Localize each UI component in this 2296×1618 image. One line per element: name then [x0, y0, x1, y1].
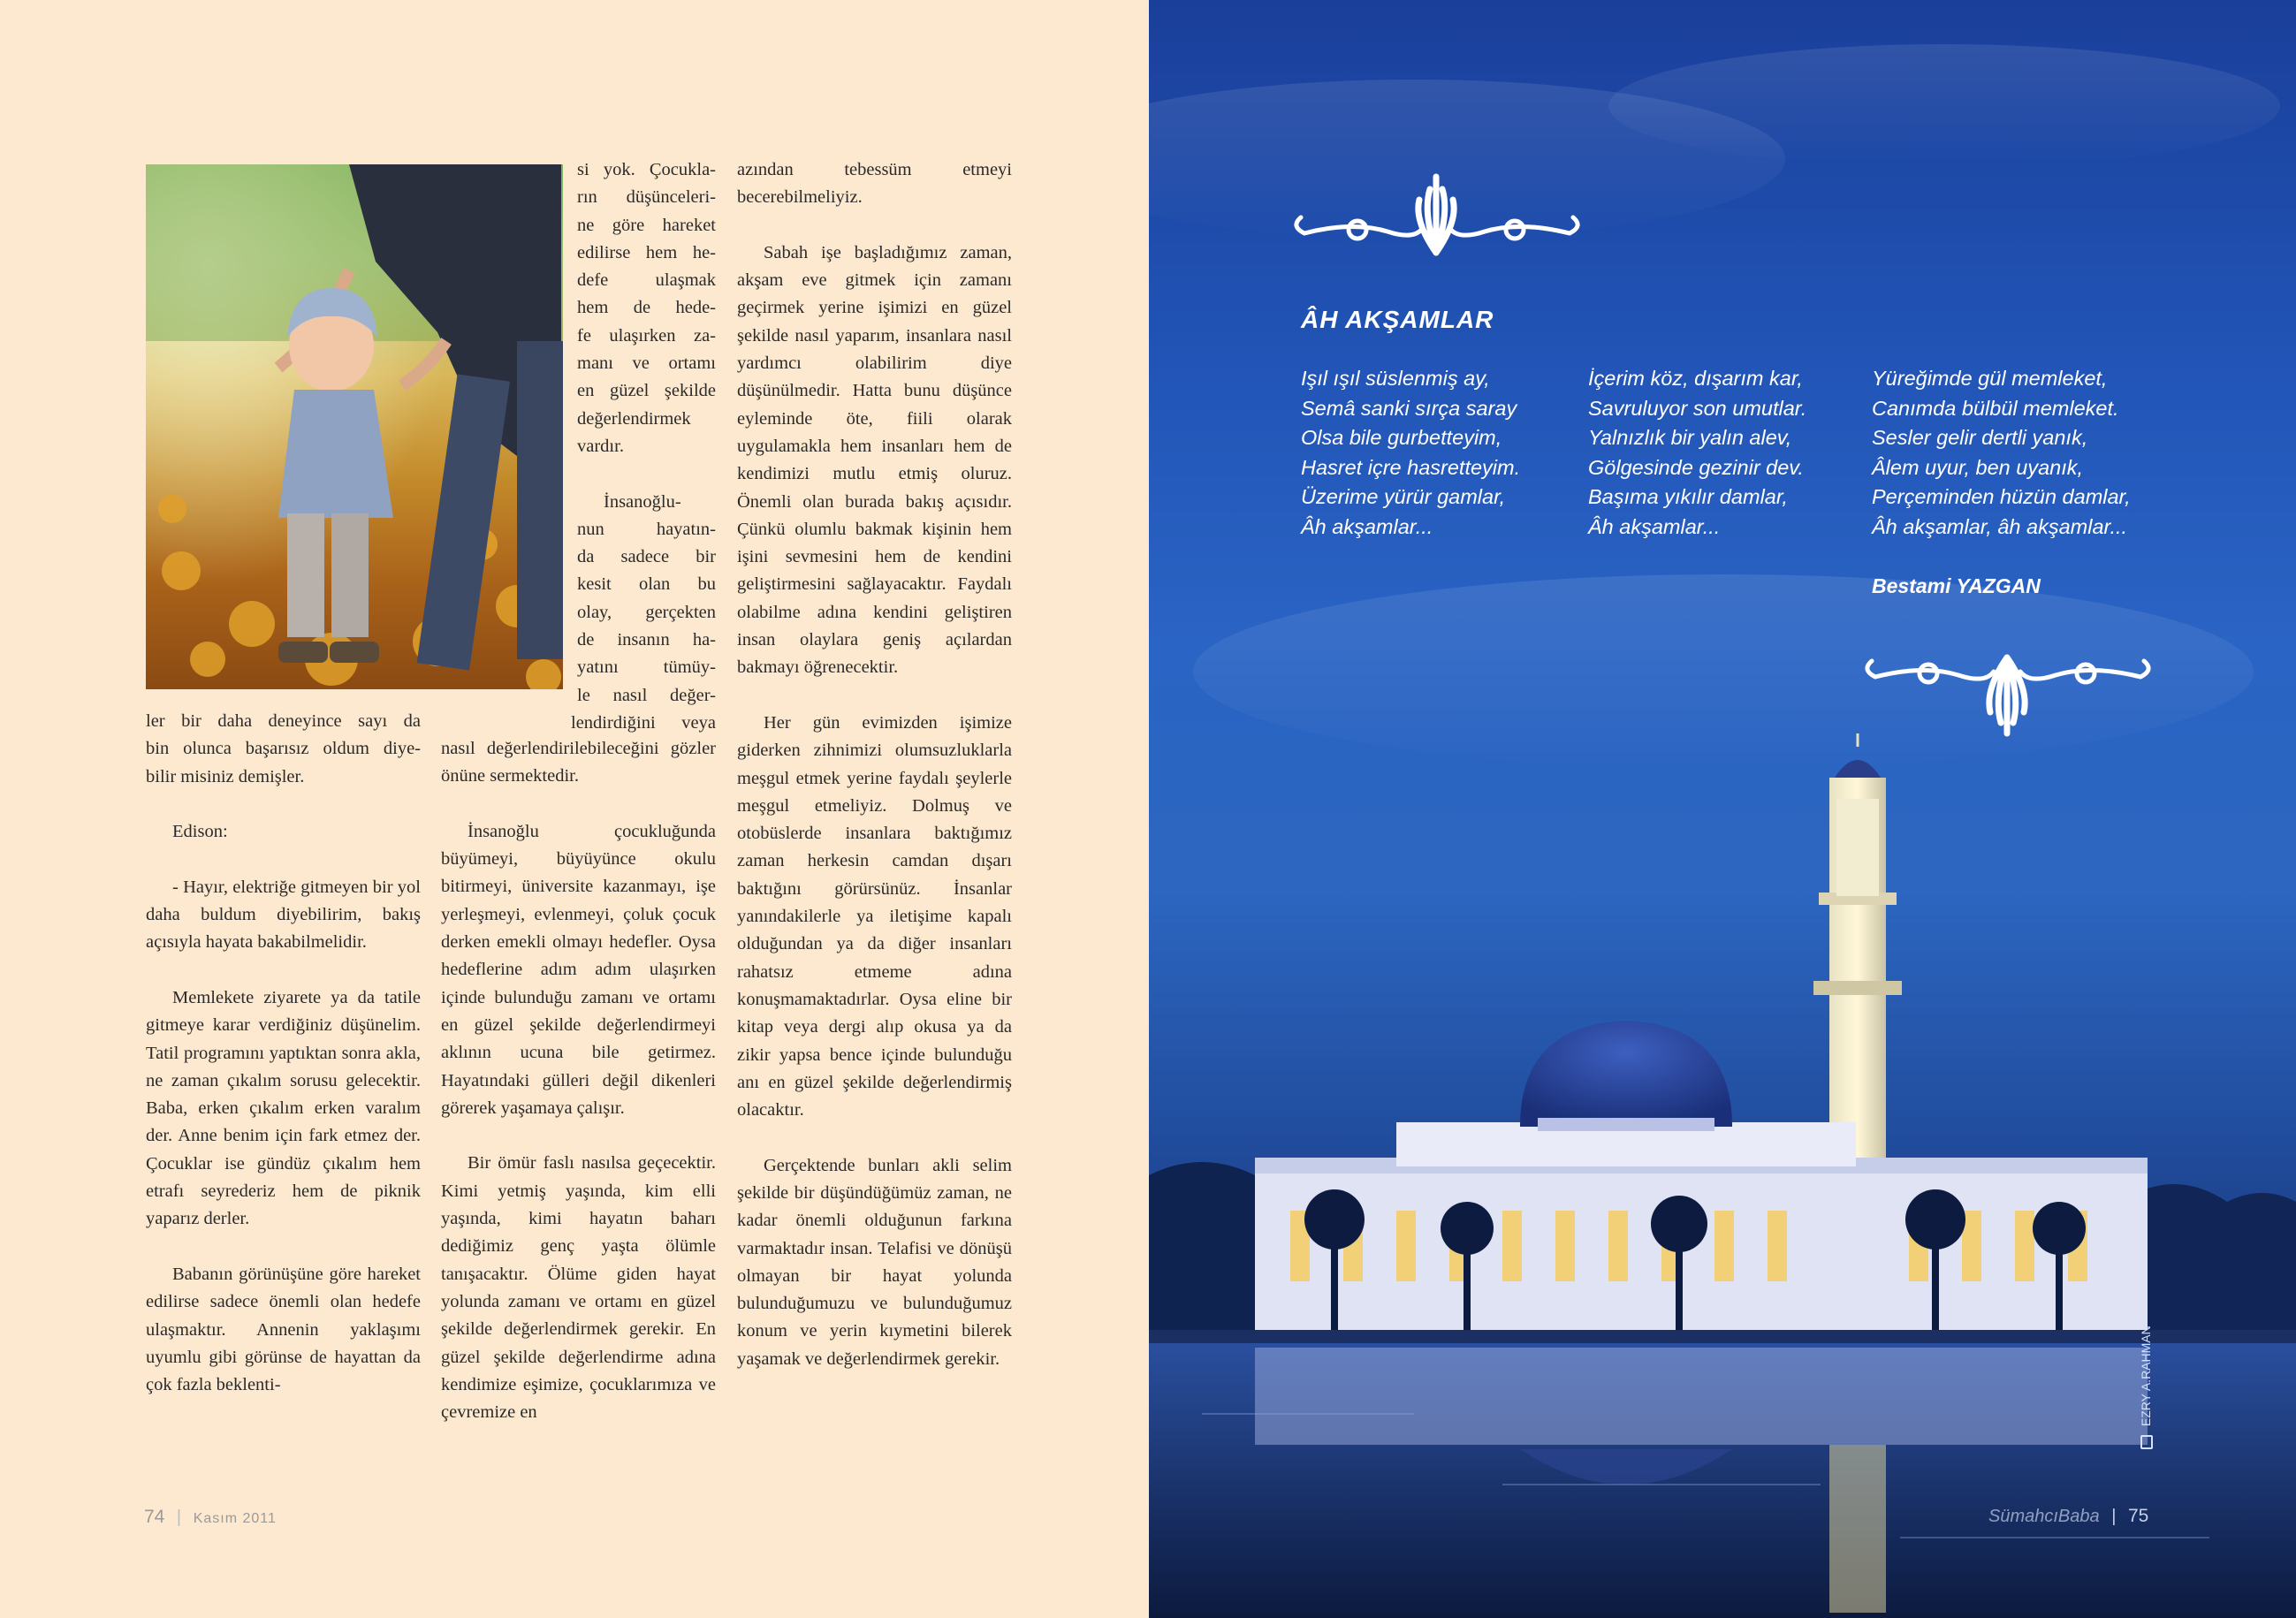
paragraph: azından tebessüm etmeyi becerebilmeliyiz.: [737, 160, 1012, 208]
text-line: kesit olan bu: [577, 574, 716, 595]
page-number: 74: [144, 1507, 165, 1527]
issue-date: Kasım 2011: [193, 1511, 277, 1526]
page-footer-right: [1988, 1506, 2148, 1527]
text-line: hem de hede-: [577, 298, 716, 318]
paragraph: - Hayır, elektriğe gitmeyen bir yol daha buldum diyebilirim, bakış açısıyla hayata bakabilmelidir.: [146, 877, 421, 953]
footer-divider: |: [176, 1508, 182, 1527]
text-line: ler bir daha deneyince sayı da: [146, 711, 421, 731]
text-line: le nasıl değer-: [577, 685, 716, 705]
footer-divider: |: [2111, 1507, 2117, 1526]
poem-line: Âh akşamlar, âh akşamlar...: [1872, 514, 2128, 538]
text-line: vardır.: [577, 436, 624, 456]
paragraph: Gerçektende bunları akli selim şekilde bir düşündüğümüz zaman, ne kadar önemli olduğunun farkına varmaktadır insan. Telafisi ve dönüşü olmayan bir hayat yolunda bulunduğumuzu ve bulunduğumuz konum ve yerin kıymetini bilerek yaşamak ve değerlendirmek gerekir.: [737, 1155, 1012, 1369]
text-line: manı ve ortamı: [577, 353, 716, 374]
mosque-photo-illustration: [1149, 0, 2296, 1618]
text-line: si yok. Çocukla-: [577, 160, 716, 179]
magazine-name: SümahcıBaba: [1988, 1507, 2100, 1526]
poem-line: Gölgesinde gezinir dev.: [1588, 455, 1804, 479]
text-line: da sadece bir: [577, 547, 716, 567]
camera-icon: [2140, 1435, 2153, 1449]
photo-credit: [2139, 1326, 2153, 1449]
father-child-photo: [146, 164, 563, 689]
text-line: nun hayatın-: [577, 519, 716, 539]
paragraph: Bir ömür faslı nasılsa geçecektir. Kimi yetmiş yaşında, kim elli yaşında, kimi hayatın baharı dediğimiz genç yaşta ölümle tanışacaktır. Ölüme giden hayat yolunda zamanı ve ortamı en güzel şekilde değerlendirmek gerekir. En güzel şekilde değerlendirme adına kendimize eşimize, çocuklarımıza ve çevremize en: [441, 1153, 716, 1423]
text-line: değerlendirmek: [577, 408, 691, 429]
column-2-wrap: [577, 156, 716, 710]
poem-stanza-3: [1872, 364, 2131, 542]
photo-credit-text: EZRY A.RAHMAN: [2139, 1326, 2153, 1427]
right-page: [1149, 0, 2296, 1618]
text-line: yatını tümüy-: [577, 657, 716, 678]
poem-title: ÂH AKŞAMLAR: [1301, 306, 1494, 333]
text-line: en güzel şekilde: [577, 381, 716, 401]
text-line: fe ulaşırken za-: [577, 325, 716, 346]
text-line: rın düşünceleri-: [577, 187, 716, 208]
poem-line: Perçeminden hüzün damlar,: [1872, 485, 2131, 508]
poem-author: Bestami YAZGAN: [1872, 574, 2041, 597]
text-line: İnsanoğlu-: [604, 491, 681, 512]
text-line: de insanın ha-: [577, 630, 716, 650]
poem-line: Olsa bile gurbetteyim,: [1301, 426, 1502, 449]
paragraph: Sabah işe başladığımız zaman, akşam eve gitmek için zamanı geçirmek yerine işimizi en güzel şekilde nasıl yaparım, insanlara nasıl yardımcı olabilirim diye düşünülmedir. Hatta bunu düşünce eyleminde öte, fiili olarak uygulamakla hem insanları hem de kendimizi mutlu etmiş oluruz. Önemli olan burada bakış açısıdır. Çünkü olumlu bakmak kişinin hem işini sevmesini hem de kendini geliştirmesini sağlayacaktır. Faydalı olabilme adına kendini geliştiren insan olaylara geniş açılardan bakmayı öğrenecektir.: [737, 242, 1012, 678]
text-line: lendirdiğini veya: [571, 713, 716, 733]
page-footer-left: [144, 1507, 277, 1528]
poem-line: Savruluyor son umutlar.: [1588, 396, 1807, 420]
column-2-wrap-line: [571, 710, 716, 737]
poem-line: Başıma yıkılır damlar,: [1588, 485, 1788, 508]
poem-line: Sesler gelir dertli yanık,: [1872, 426, 2088, 449]
paragraph: Babanın görünüşüne göre hareket edilirse sadece önemli olan hedefe ulaşmaktır. Annenin yaklaşımı uyumlu gibi görünse de hayattan da çok fazla beklenti-: [146, 1264, 421, 1395]
column-3: [737, 156, 1012, 1373]
page-number: 75: [2127, 1506, 2149, 1526]
poem-line: Yalnızlık bir yalın alev,: [1588, 426, 1792, 449]
poem-stanza-2: [1588, 364, 1806, 542]
poem-line: Âh akşamlar...: [1588, 514, 1721, 538]
poem-line: Yüreğimde gül memleket,: [1872, 367, 2108, 390]
text-line: ne göre hareket: [577, 215, 716, 235]
autumn-photo-illustration: [146, 164, 563, 689]
poem-line: İçerim köz, dışarım kar,: [1588, 367, 1803, 390]
paragraph: Memlekete ziyarete ya da tatile gitmeye karar verdiğiniz düşünelim. Tatil programını yaptıktan sonra akla, ne zaman çıkalım sorusu gelecektir. Baba, erken çıkalım erken varalım der. Anne benim için fark etmez der. Çocuklar ise gündüz çıkalım hem etrafı seyrederiz hem de piknik yaparız derler.: [146, 987, 421, 1229]
poem-stanza-1: [1301, 364, 1520, 542]
paragraph: Edison:: [172, 822, 228, 842]
poem-line: Canımda bülbül memleket.: [1872, 396, 2119, 420]
text-line: bilir misiniz demişler.: [146, 766, 305, 786]
text-line: defe ulaşmak: [577, 270, 716, 291]
paragraph: İnsanoğlu çocukluğunda büyümeyi, büyüyünce okulu bitirmeyi, üniversite kazanmayı, işe yerleşmeyi, evlenmeyi, çoluk çocuk derken emekli olmayı hedefler. Oysa hedeflerine adım adım ulaşırken içinde bulunduğu zamanı ve ortamı en güzel şekilde değerlendirmeyi aklının ucuna bile getirmez. Hayatındaki gülleri değil dikenleri görerek yaşamaya çalışır.: [441, 821, 716, 1118]
text-line: edilirse hem he-: [577, 242, 716, 262]
poem-line: Âlem uyur, ben uyanık,: [1872, 455, 2084, 479]
poem-line: Üzerime yürür gamlar,: [1301, 485, 1506, 508]
poem-line: Işıl ışıl süslenmiş ay,: [1301, 367, 1490, 390]
text-line: olay, gerçekten: [577, 602, 716, 622]
paragraph: Her gün evimizden işimize giderken zihnimizi olumsuzluklarla meşgul etmek yerine faydalı şeylerle meşgul etmeliyiz. Dolmuş ve otobüslerde insanlara baktığımız zaman herkesin camdan dışarı baktığını görürsünüz. İnsanlar yanındakilerle ya iletişime kapalı olduğundan ya da diğer insanları rahatsız etmeme adına konuşmamaktadırlar. Oysa eline bir kitap veya dergi alıp okusa ya da zikir yapsa bence içinde bulunduğu anı en güzel şekilde değerlendirmiş olacaktır.: [737, 712, 1012, 1120]
poem-line: Hasret içre hasretteyim.: [1301, 455, 1521, 479]
poem-line: Semâ sanki sırça saray: [1301, 396, 1517, 420]
poem-line: Âh akşamlar...: [1301, 514, 1433, 538]
text-line: bin olunca başarısız oldum diye-: [146, 739, 421, 759]
paragraph: nasıl değerlendirilebileceğini gözler önüne sermektedir.: [441, 739, 716, 786]
column-2: [441, 735, 716, 1426]
column-1: [146, 708, 421, 1399]
